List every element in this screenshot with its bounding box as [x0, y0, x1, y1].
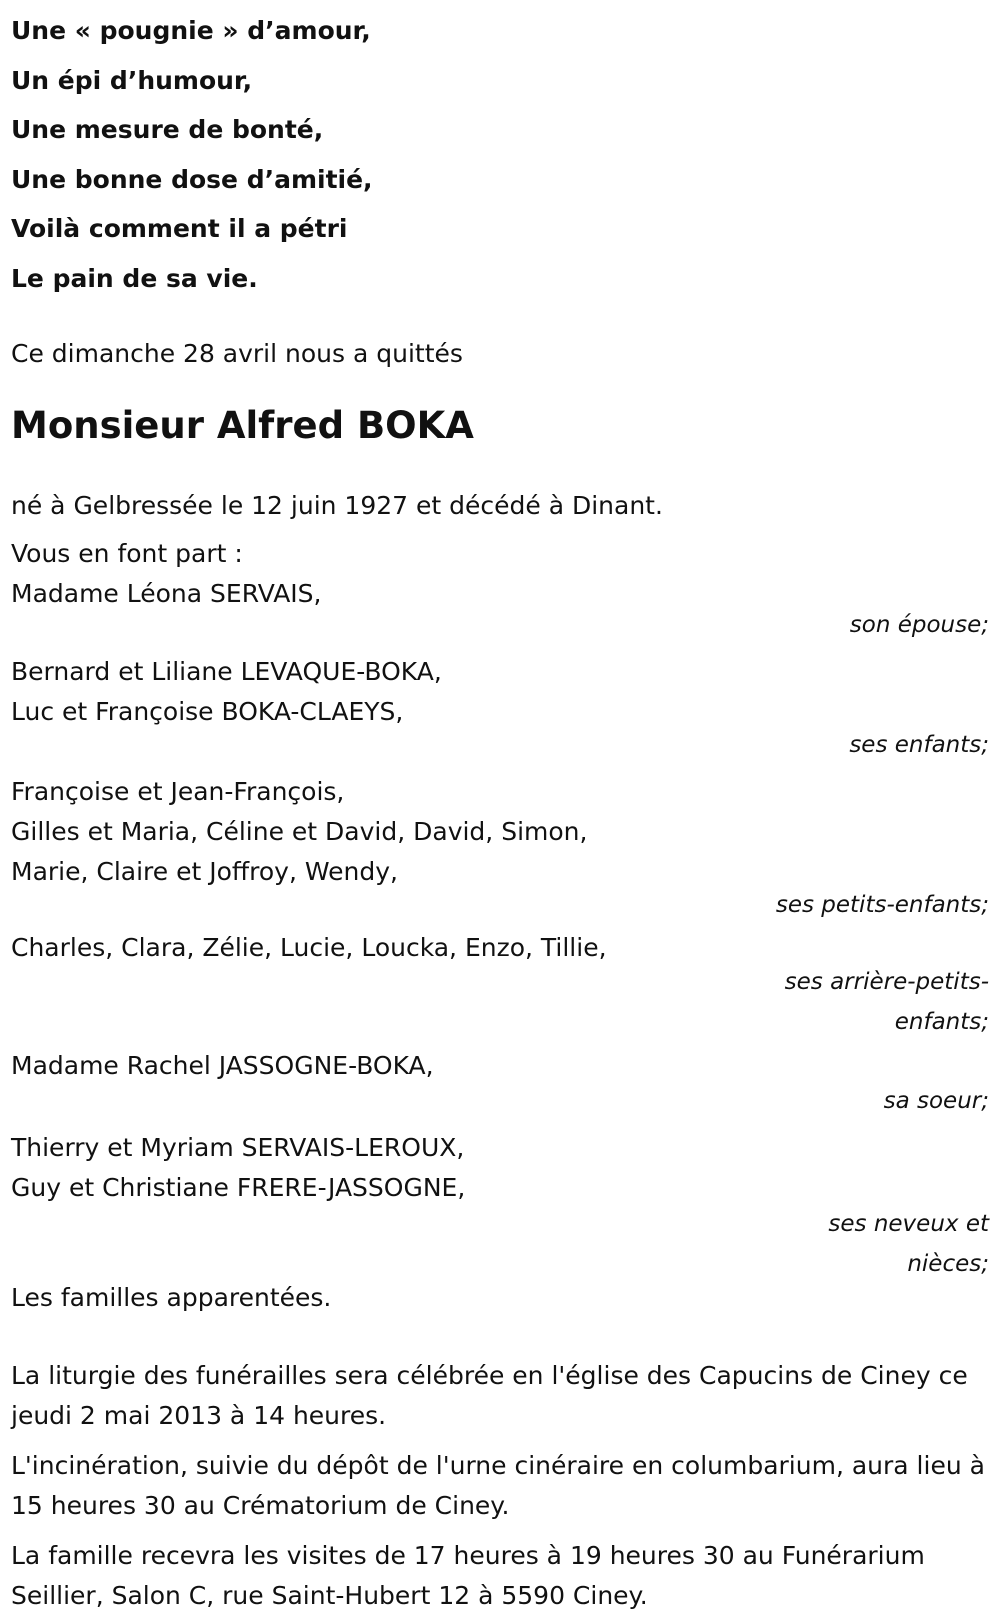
family-names: Françoise et Jean-François, [11, 776, 345, 806]
poem-line: Une « pougnie » d’amour, [11, 16, 371, 45]
family-names: Luc et Françoise BOKA-CLAEYS, [11, 696, 404, 726]
family-group [11, 574, 989, 644]
family-relation: ses arrière-petits-enfants; [784, 968, 989, 1035]
family-relation: sa soeur; [883, 1087, 989, 1114]
family-names: Gilles et Maria, Céline et David, David, Simon, [11, 816, 588, 846]
family-names: Guy et Christiane FRERE-JASSOGNE, [11, 1172, 466, 1202]
poem-line: Voilà comment il a pétri [11, 214, 348, 244]
related-families-text: Les familles apparentées. [11, 1282, 332, 1312]
poem-line: Un épi d’humour, [11, 65, 253, 95]
family-group [11, 1128, 989, 1284]
cremation-text: L'incinération, suivie du dépôt de l'urne cinéraire en columbarium, aura lieu à 15 heures 30 au Crématorium de Ciney. [11, 1450, 985, 1520]
visits-text: La famille recevra les visites de 17 heures à 19 heures 30 au Funérarium Seillier, Salon C, rue Saint-Hubert 12 à 5590 Ciney. [11, 1540, 925, 1610]
family-names: Thierry et Myriam SERVAIS-LEROUX, [11, 1132, 465, 1162]
birth-death-text: né à Gelbressée le 12 juin 1927 et décédé à Dinant. [11, 490, 663, 520]
family-group [11, 772, 989, 924]
deceased-name: Monsieur Alfred BOKA [11, 403, 474, 447]
family-relation: son épouse; [849, 611, 989, 638]
family-names: Marie, Claire et Joffroy, Wendy, [11, 856, 398, 886]
poem-line: Une mesure de bonté, [11, 115, 324, 145]
funeral-text: La liturgie des funérailles sera célébrée en l'église des Capucins de Ciney ce jeudi 2 mai 2013 à 14 heures. [11, 1360, 968, 1430]
poem-line: Le pain de sa vie. [11, 263, 258, 293]
family-group [11, 652, 989, 764]
poem-line: Une bonne dose d’amitié, [11, 164, 373, 194]
announce-text: Vous en font part : [11, 538, 243, 568]
intro-text: Ce dimanche 28 avril nous a quittés [11, 338, 463, 368]
family-relation: ses petits-enfants; [775, 891, 989, 918]
family-names: Charles, Clara, Zélie, Lucie, Loucka, Enzo, Tillie, [11, 932, 607, 962]
poem [11, 0, 989, 304]
family-names: Madame Rachel JASSOGNE-BOKA, [11, 1050, 434, 1080]
family-names: Madame Léona SERVAIS, [11, 578, 322, 608]
family-group [11, 928, 989, 1042]
family-group [11, 1046, 989, 1120]
family-relation: ses neveux et nièces; [828, 1210, 989, 1277]
family-names: Bernard et Liliane LEVAQUE-BOKA, [11, 656, 442, 686]
family-relation: ses enfants; [849, 731, 989, 758]
